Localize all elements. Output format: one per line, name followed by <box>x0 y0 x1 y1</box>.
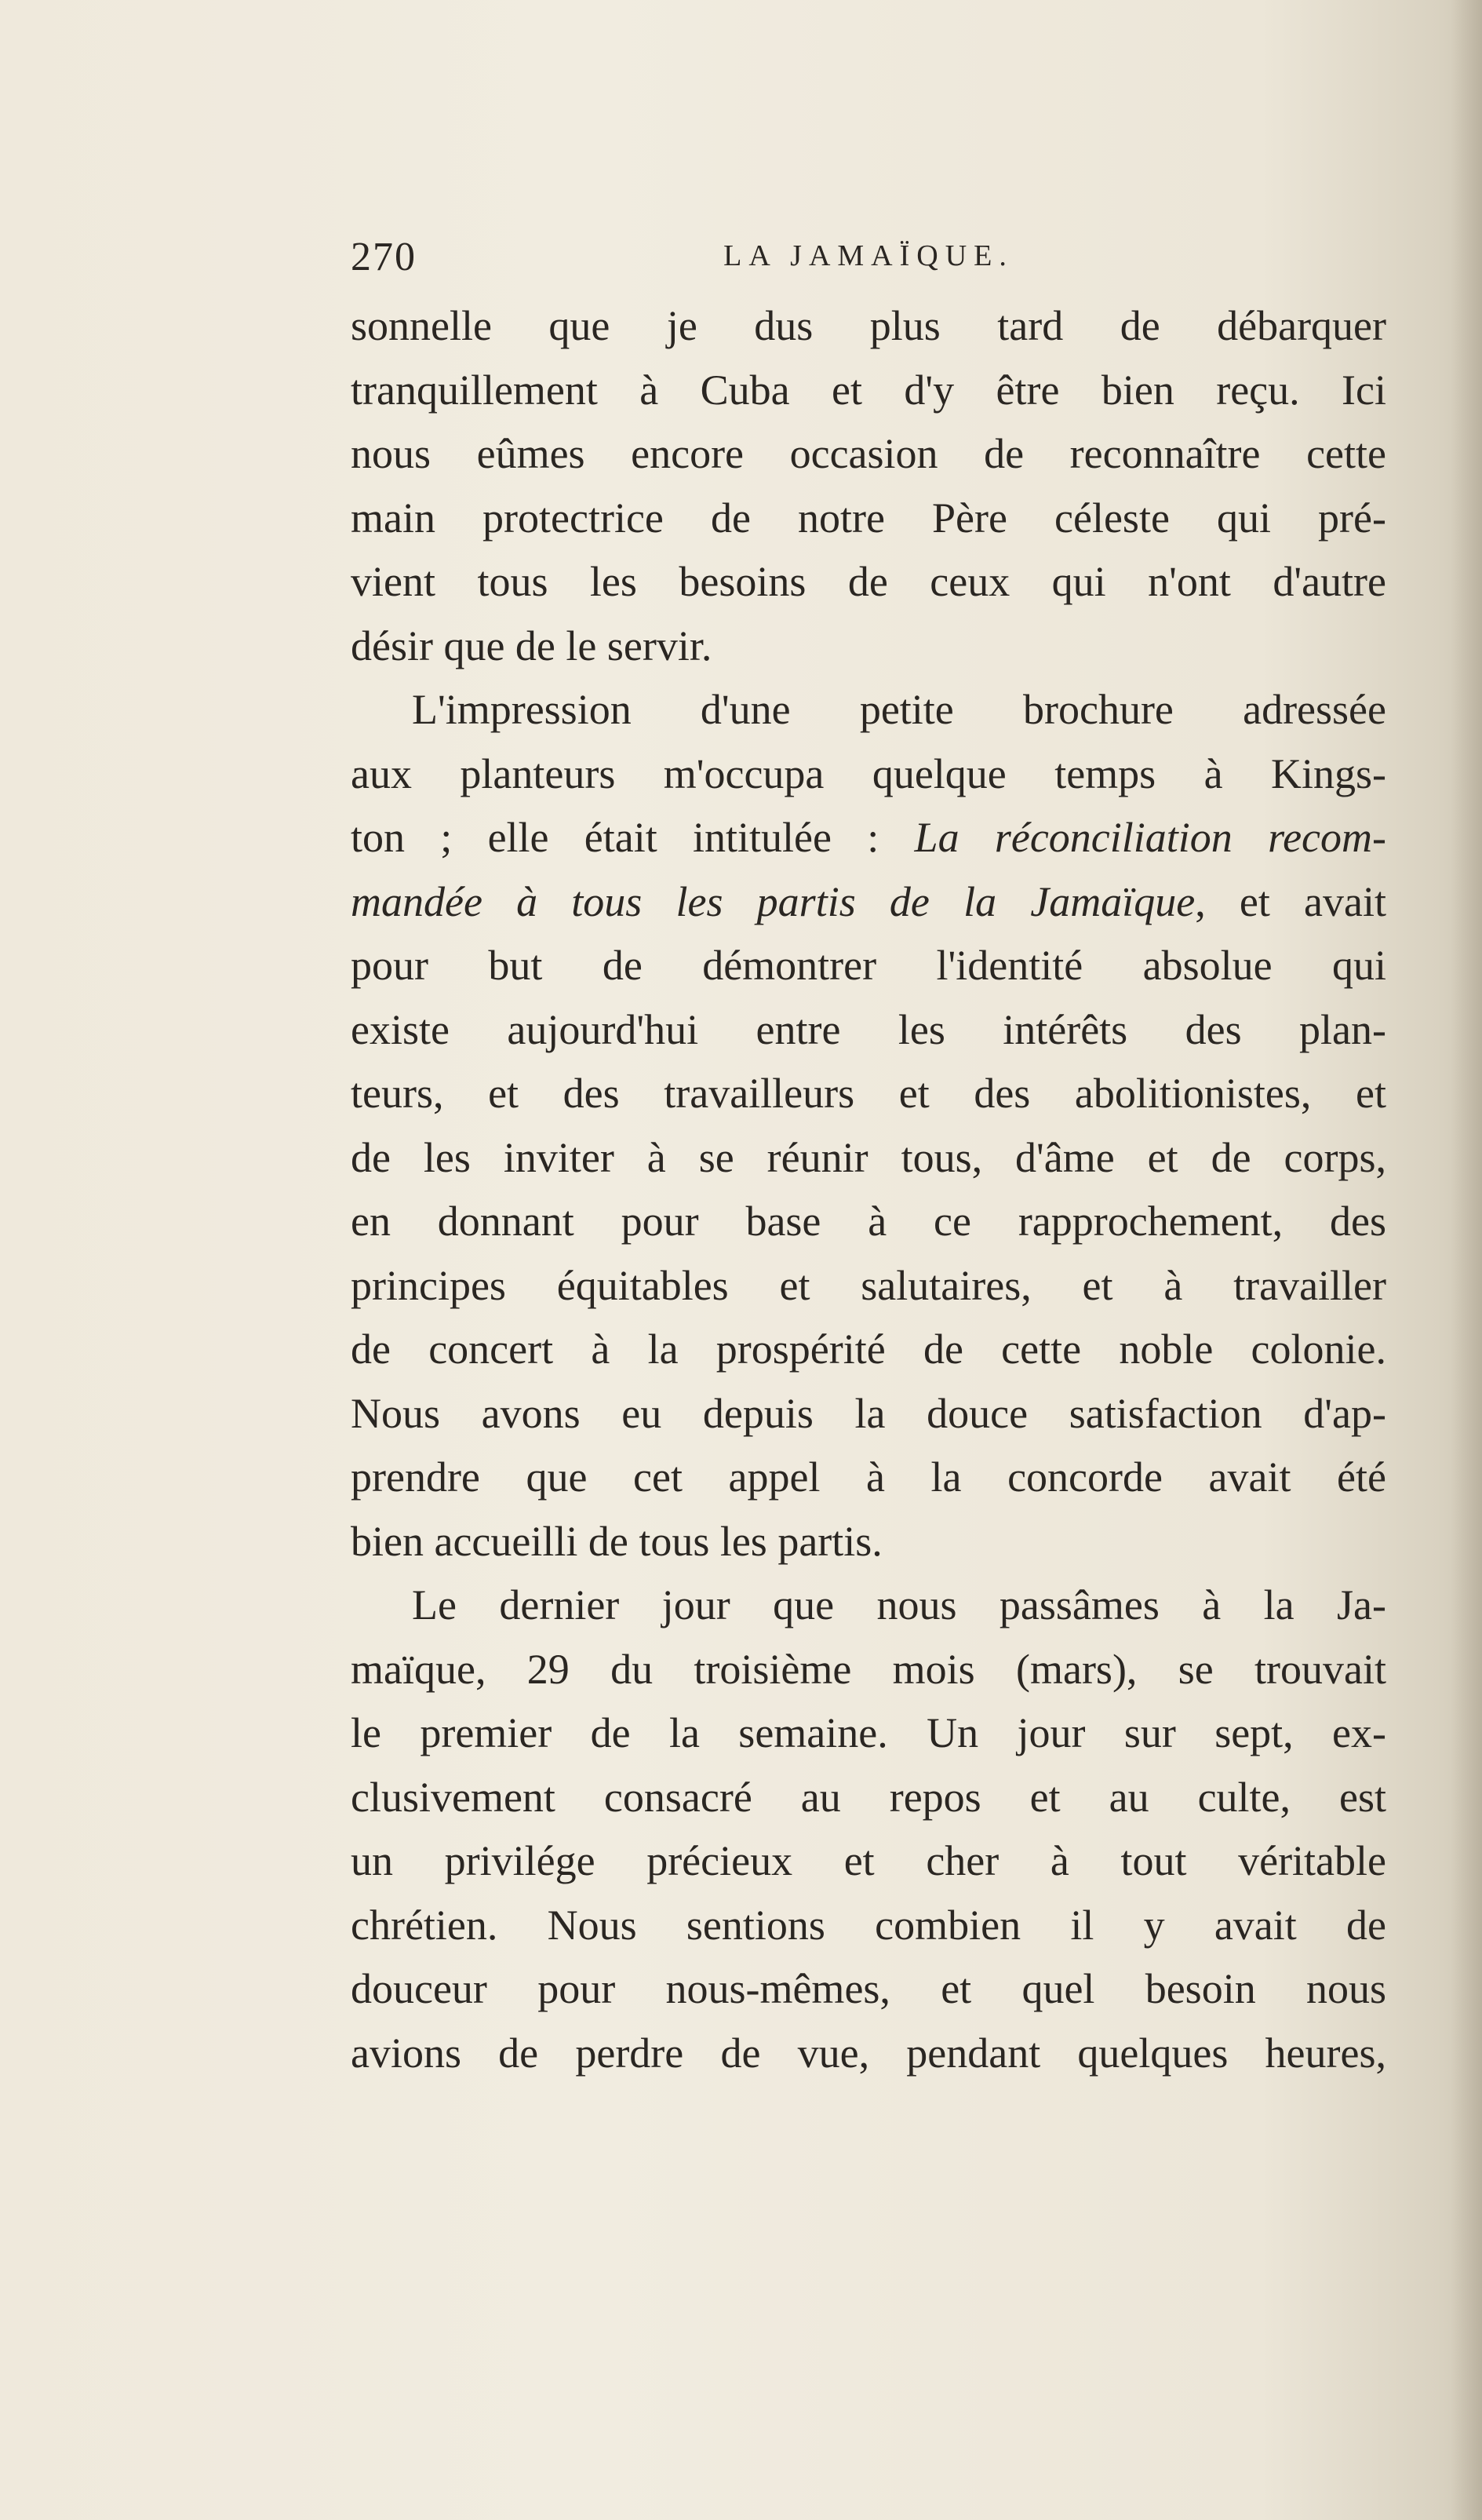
text-line: principes équitables et salutaires, et à travailler <box>351 1261 1386 1309</box>
text-line: bien accueilli de tous les partis. <box>351 1517 883 1565</box>
text-line: Nous avons eu depuis la douce satisfaction d'ap- <box>351 1389 1386 1437</box>
text-line: sonnelle que je dus plus tard de débarquer <box>351 302 1386 349</box>
text-line-with-title <box>351 806 1386 870</box>
text-line: existe aujourd'hui entre les intérêts des plan- <box>351 1005 1386 1053</box>
text-line: clusivement consacré au repos et au culte, est <box>351 1773 1386 1821</box>
page-header <box>351 234 1386 281</box>
brochure-title: La réconciliation recom- <box>914 814 1386 861</box>
text-line: maïque, 29 du troisième mois (mars), se trouvait <box>351 1645 1386 1693</box>
text-line: teurs, et des travailleurs et des abolitionistes, et <box>351 1070 1386 1117</box>
text-line: avions de perdre de vue, pendant quelques heures, <box>351 2029 1386 2077</box>
text-line: un privilége précieux et cher à tout véritable <box>351 1837 1386 1884</box>
text-line: vient tous les besoins de ceux qui n'ont d'autre <box>351 558 1386 605</box>
text-line: désir que de le servir. <box>351 622 712 669</box>
text-line: L'impression d'une petite brochure adressée <box>412 686 1386 733</box>
running-head: LA JAMAÏQUE. <box>723 239 1014 272</box>
text-line: de les inviter à se réunir tous, d'âme et de corps, <box>351 1133 1386 1181</box>
text-line: chrétien. Nous sentions combien il y avait de <box>351 1901 1386 1949</box>
text-line: tranquillement à Cuba et d'y être bien reçu. Ici <box>351 366 1386 414</box>
text-line: de concert à la prospérité de cette noble colonie. <box>351 1326 1386 1373</box>
text-segment: , et avait <box>1195 877 1386 925</box>
text-line: pour but de démontrer l'identité absolue qui <box>351 942 1386 989</box>
text-line-with-title <box>351 870 1386 935</box>
text-line: le premier de la semaine. Un jour sur sept, ex- <box>351 1709 1386 1756</box>
text-line: prendre que cet appel à la concorde avait été <box>351 1453 1386 1501</box>
text-line: douceur pour nous-mêmes, et quel besoin nous <box>351 1965 1386 2012</box>
text-segment: ton ; elle était intitulée : <box>351 814 915 861</box>
text-line: nous eûmes encore occasion de reconnaître cette <box>351 430 1386 477</box>
page-number: 270 <box>351 235 417 279</box>
text-line: main protectrice de notre Père céleste qui pré- <box>351 494 1386 542</box>
text-line: Le dernier jour que nous passâmes à la Ja- <box>412 1581 1386 1628</box>
brochure-title: mandée à tous les partis de la Jamaïque <box>351 877 1196 925</box>
body-text <box>351 294 1386 2085</box>
text-line: en donnant pour base à ce rapprochement, des <box>351 1198 1386 1245</box>
text-line: aux planteurs m'occupa quelque temps à Kings- <box>351 749 1386 797</box>
